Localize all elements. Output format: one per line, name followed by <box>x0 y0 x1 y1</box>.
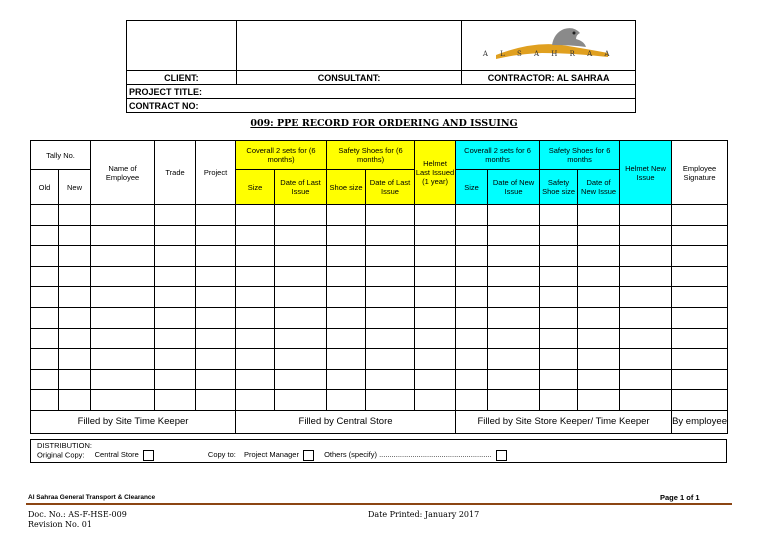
document-title: 009: PPE RECORD FOR ORDERING AND ISSUING <box>250 118 518 129</box>
table-cell[interactable] <box>91 205 155 226</box>
table-cell[interactable] <box>31 349 59 370</box>
table-cell[interactable] <box>620 369 672 390</box>
table-row <box>31 205 728 226</box>
table-cell[interactable] <box>91 349 155 370</box>
table-cell[interactable] <box>327 328 366 349</box>
table-row <box>31 390 728 411</box>
client-label: CLIENT: <box>127 71 237 85</box>
table-cell[interactable] <box>31 328 59 349</box>
others-checkbox[interactable] <box>496 450 507 461</box>
table-cell[interactable] <box>91 307 155 328</box>
consultant-label: CONSULTANT: <box>236 71 462 85</box>
table-cell[interactable] <box>91 328 155 349</box>
table-cell[interactable] <box>196 287 236 308</box>
table-cell[interactable] <box>488 328 540 349</box>
table-cell[interactable] <box>196 307 236 328</box>
table-cell[interactable] <box>578 287 620 308</box>
table-cell[interactable] <box>236 328 275 349</box>
table-cell[interactable] <box>236 225 275 246</box>
others-label: Others (specify) ...................................................... <box>324 450 492 460</box>
table-cell[interactable] <box>59 246 91 267</box>
central-helmet-header: Helmet Last Issued (1 year) <box>415 141 456 205</box>
by-employee: By employee <box>672 410 728 433</box>
table-cell[interactable] <box>415 225 456 246</box>
table-cell[interactable] <box>672 287 728 308</box>
distribution-title: DISTRIBUTION: <box>37 441 93 450</box>
table-cell[interactable] <box>366 266 415 287</box>
table-cell[interactable] <box>540 287 578 308</box>
table-row <box>31 307 728 328</box>
table-cell[interactable] <box>327 287 366 308</box>
table-cell[interactable] <box>456 349 488 370</box>
table-cell[interactable] <box>620 287 672 308</box>
table-cell[interactable] <box>415 205 456 226</box>
table-cell[interactable] <box>578 349 620 370</box>
table-cell[interactable] <box>31 246 59 267</box>
table-cell[interactable] <box>59 205 91 226</box>
table-cell[interactable] <box>415 266 456 287</box>
table-cell[interactable] <box>415 307 456 328</box>
table-row <box>31 328 728 349</box>
table-cell[interactable] <box>327 225 366 246</box>
table-cell[interactable] <box>275 369 327 390</box>
table-cell[interactable] <box>620 349 672 370</box>
table-cell[interactable] <box>620 266 672 287</box>
table-cell[interactable] <box>236 205 275 226</box>
site-coverall-header: Coverall 2 sets for 6 months <box>456 141 540 170</box>
table-cell[interactable] <box>578 369 620 390</box>
table-cell[interactable] <box>59 328 91 349</box>
table-cell[interactable] <box>415 390 456 411</box>
table-cell[interactable] <box>488 349 540 370</box>
table-cell[interactable] <box>578 205 620 226</box>
table-cell[interactable] <box>59 369 91 390</box>
table-cell[interactable] <box>540 369 578 390</box>
table-cell[interactable] <box>488 369 540 390</box>
table-cell[interactable] <box>155 205 196 226</box>
table-cell[interactable] <box>327 369 366 390</box>
contractor-label: CONTRACTOR: AL SAHRAA <box>462 71 636 85</box>
table-cell[interactable] <box>540 328 578 349</box>
table-cell[interactable] <box>31 205 59 226</box>
table-cell[interactable] <box>620 307 672 328</box>
ppe-record-table <box>30 140 728 434</box>
table-cell[interactable] <box>415 246 456 267</box>
old-header: Old <box>31 170 59 205</box>
table-cell[interactable] <box>456 266 488 287</box>
table-cell[interactable] <box>672 390 728 411</box>
table-cell[interactable] <box>540 266 578 287</box>
table-cell[interactable] <box>578 266 620 287</box>
trade-header: Trade <box>155 141 196 205</box>
table-cell[interactable] <box>456 287 488 308</box>
central-coverall-date-header: Date of Last Issue <box>275 170 327 205</box>
table-cell[interactable] <box>415 349 456 370</box>
contractor-logo-cell <box>462 21 636 71</box>
table-cell[interactable] <box>91 266 155 287</box>
project-header: Project <box>196 141 236 205</box>
table-row <box>31 225 728 246</box>
table-cell[interactable] <box>236 369 275 390</box>
table-row <box>31 287 728 308</box>
table-cell[interactable] <box>366 390 415 411</box>
table-cell[interactable] <box>415 287 456 308</box>
table-cell[interactable] <box>91 287 155 308</box>
table-cell[interactable] <box>91 246 155 267</box>
table-cell[interactable] <box>672 349 728 370</box>
filled-by-site-store: Filled by Site Store Keeper/ Time Keeper <box>456 410 672 433</box>
table-cell[interactable] <box>59 287 91 308</box>
filled-by-central-store: Filled by Central Store <box>236 410 456 433</box>
table-cell[interactable] <box>415 328 456 349</box>
table-cell[interactable] <box>366 349 415 370</box>
doc-number: Doc. No.: AS-F-HSE-009 <box>28 510 127 519</box>
table-cell[interactable] <box>366 225 415 246</box>
table-cell[interactable] <box>196 390 236 411</box>
table-cell[interactable] <box>366 307 415 328</box>
table-cell[interactable] <box>275 225 327 246</box>
table-cell[interactable] <box>620 328 672 349</box>
site-helmet-header: Helmet New Issue <box>620 141 672 205</box>
table-cell[interactable] <box>456 328 488 349</box>
site-size-header: Size <box>456 170 488 205</box>
table-cell[interactable] <box>31 266 59 287</box>
table-cell[interactable] <box>415 369 456 390</box>
table-cell[interactable] <box>275 246 327 267</box>
table-cell[interactable] <box>672 307 728 328</box>
site-shoe-date-header: Date of New Issue <box>578 170 620 205</box>
table-cell[interactable] <box>488 390 540 411</box>
date-printed: Date Printed: January 2017 <box>368 510 480 519</box>
central-size-header: Size <box>236 170 275 205</box>
table-cell[interactable] <box>31 369 59 390</box>
table-cell[interactable] <box>275 266 327 287</box>
table-cell[interactable] <box>366 246 415 267</box>
table-cell[interactable] <box>236 349 275 370</box>
table-cell[interactable] <box>540 205 578 226</box>
name-of-employee-header: Name of Employee <box>91 141 155 205</box>
table-cell[interactable] <box>236 307 275 328</box>
table-cell[interactable] <box>456 307 488 328</box>
table-cell[interactable] <box>672 266 728 287</box>
table-cell[interactable] <box>236 287 275 308</box>
table-cell[interactable] <box>31 390 59 411</box>
table-cell[interactable] <box>488 307 540 328</box>
footer-rule <box>26 503 732 505</box>
table-cell[interactable] <box>488 266 540 287</box>
table-cell[interactable] <box>196 246 236 267</box>
table-row <box>31 246 728 267</box>
table-cell[interactable] <box>91 225 155 246</box>
table-cell[interactable] <box>540 349 578 370</box>
table-cell[interactable] <box>236 390 275 411</box>
table-cell[interactable] <box>155 390 196 411</box>
table-row <box>31 266 728 287</box>
table-cell[interactable] <box>275 390 327 411</box>
table-cell[interactable] <box>672 246 728 267</box>
table-cell[interactable] <box>366 287 415 308</box>
table-cell[interactable] <box>155 328 196 349</box>
site-shoe-size-header: Safety Shoe size <box>540 170 578 205</box>
table-cell[interactable] <box>366 205 415 226</box>
table-cell[interactable] <box>578 225 620 246</box>
table-cell[interactable] <box>31 225 59 246</box>
table-cell[interactable] <box>196 369 236 390</box>
filled-by-time-keeper: Filled by Site Time Keeper <box>31 410 236 433</box>
table-cell[interactable] <box>620 225 672 246</box>
table-cell[interactable] <box>620 390 672 411</box>
table-cell[interactable] <box>456 246 488 267</box>
table-cell[interactable] <box>155 307 196 328</box>
table-row <box>31 349 728 370</box>
table-cell[interactable] <box>327 349 366 370</box>
table-cell[interactable] <box>155 287 196 308</box>
table-cell[interactable] <box>196 328 236 349</box>
table-cell[interactable] <box>540 246 578 267</box>
table-cell[interactable] <box>31 307 59 328</box>
doc-info <box>28 510 127 530</box>
table-cell[interactable] <box>456 205 488 226</box>
original-copy-label: Original Copy: <box>37 450 85 460</box>
table-cell[interactable] <box>59 225 91 246</box>
table-cell[interactable] <box>196 349 236 370</box>
table-cell[interactable] <box>327 205 366 226</box>
contract-no-label: CONTRACT NO: <box>127 99 636 113</box>
table-cell[interactable] <box>196 225 236 246</box>
central-store-checkbox[interactable] <box>143 450 154 461</box>
table-cell[interactable] <box>275 205 327 226</box>
table-cell[interactable] <box>672 205 728 226</box>
project-manager-checkbox[interactable] <box>303 450 314 461</box>
central-safety-shoes-header: Safety Shoes for (6 months) <box>327 141 415 170</box>
table-cell[interactable] <box>236 246 275 267</box>
central-shoe-size-header: Shoe size <box>327 170 366 205</box>
table-cell[interactable] <box>275 287 327 308</box>
company-name: Al Sahraa General Transport & Clearance <box>28 494 156 501</box>
table-row <box>31 369 728 390</box>
table-cell[interactable] <box>672 369 728 390</box>
table-cell[interactable] <box>540 390 578 411</box>
client-cell <box>127 21 237 71</box>
table-cell[interactable] <box>488 246 540 267</box>
table-cell[interactable] <box>456 225 488 246</box>
table-cell[interactable] <box>155 369 196 390</box>
table-cell[interactable] <box>327 307 366 328</box>
table-cell[interactable] <box>488 287 540 308</box>
central-store-label: Central Store <box>94 450 139 460</box>
table-cell[interactable] <box>620 205 672 226</box>
table-cell[interactable] <box>578 246 620 267</box>
copy-to-label: Copy to: <box>207 450 236 460</box>
project-title-label: PROJECT TITLE: <box>127 85 636 99</box>
table-cell[interactable] <box>327 266 366 287</box>
central-coverall-header: Coverall 2 sets for (6 months) <box>236 141 327 170</box>
table-cell[interactable] <box>672 328 728 349</box>
table-cell[interactable] <box>540 307 578 328</box>
table-cell[interactable] <box>366 369 415 390</box>
logo-text: A L S A H R A A <box>482 50 615 58</box>
table-cell[interactable] <box>275 307 327 328</box>
table-cell[interactable] <box>327 246 366 267</box>
project-manager-label: Project Manager <box>243 450 299 460</box>
table-cell[interactable] <box>155 225 196 246</box>
central-shoe-date-header: Date of Last Issue <box>366 170 415 205</box>
table-cell[interactable] <box>366 328 415 349</box>
tally-no-header: Tally No. <box>31 141 91 170</box>
table-cell[interactable] <box>456 390 488 411</box>
table-cell[interactable] <box>672 225 728 246</box>
table-cell[interactable] <box>31 287 59 308</box>
consultant-cell <box>236 21 462 71</box>
page-number: Page 1 of 1 <box>660 493 700 502</box>
table-cell[interactable] <box>275 328 327 349</box>
table-cell[interactable] <box>155 246 196 267</box>
table-cell[interactable] <box>196 266 236 287</box>
table-cell[interactable] <box>578 307 620 328</box>
table-cell[interactable] <box>236 266 275 287</box>
table-cell[interactable] <box>91 390 155 411</box>
table-cell[interactable] <box>59 349 91 370</box>
table-cell[interactable] <box>59 266 91 287</box>
new-header: New <box>59 170 91 205</box>
table-cell[interactable] <box>540 225 578 246</box>
revision-number: Revision No. 01 <box>28 520 92 529</box>
table-cell[interactable] <box>327 390 366 411</box>
table-cell[interactable] <box>488 225 540 246</box>
table-cell[interactable] <box>578 390 620 411</box>
table-cell[interactable] <box>488 205 540 226</box>
table-cell[interactable] <box>456 369 488 390</box>
table-cell[interactable] <box>59 390 91 411</box>
site-coverall-date-header: Date of New Issue <box>488 170 540 205</box>
table-cell[interactable] <box>59 307 91 328</box>
table-cell[interactable] <box>620 246 672 267</box>
table-cell[interactable] <box>275 349 327 370</box>
header-table <box>126 20 636 113</box>
table-cell[interactable] <box>155 349 196 370</box>
employee-signature-header: Employee Signature <box>672 141 728 205</box>
distribution-box <box>30 439 727 463</box>
table-cell[interactable] <box>155 266 196 287</box>
table-cell[interactable] <box>578 328 620 349</box>
site-safety-shoes-header: Safety Shoes for 6 months <box>540 141 620 170</box>
table-cell[interactable] <box>91 369 155 390</box>
table-cell[interactable] <box>196 205 236 226</box>
